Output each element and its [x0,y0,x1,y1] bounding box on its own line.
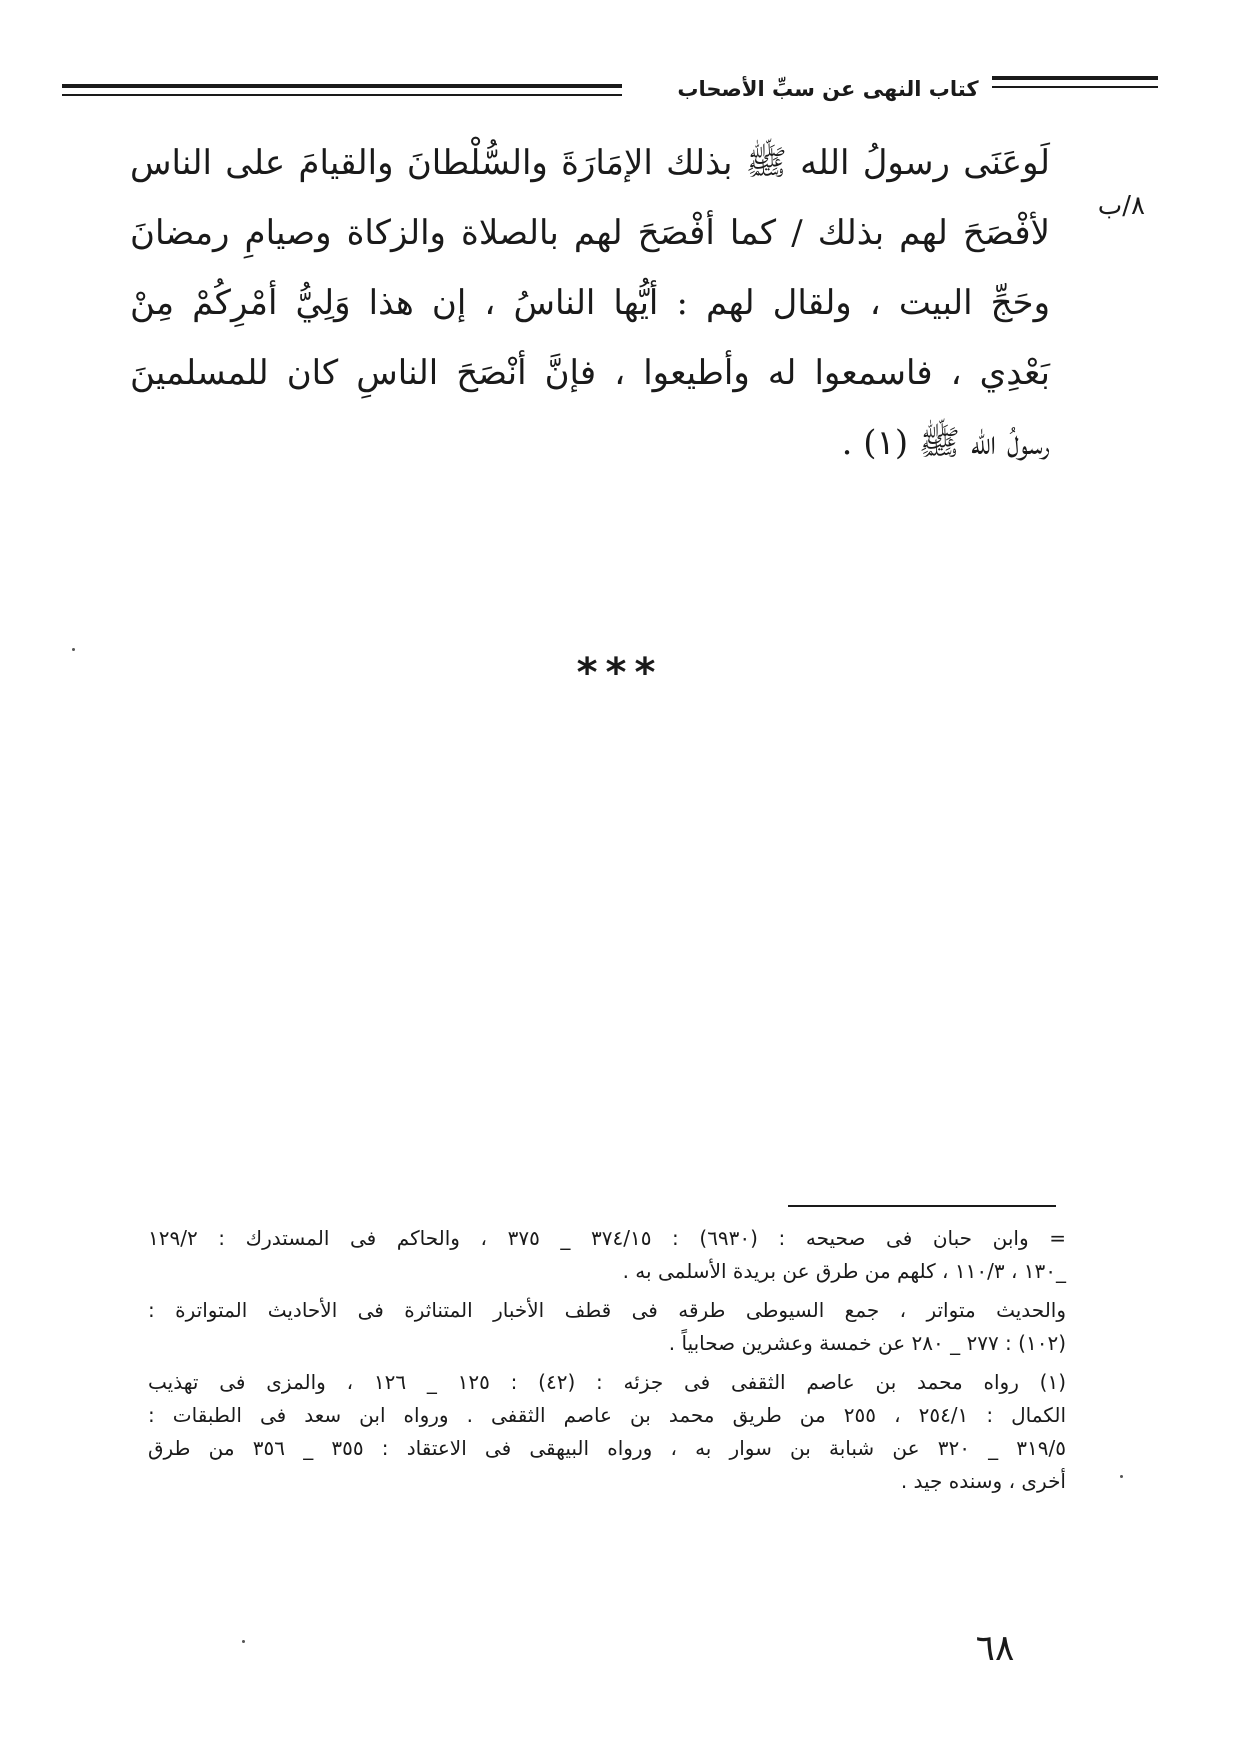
footnote-line: أخرى ، وسنده جيد . [900,1469,1066,1493]
footnote-line: (١) رواه محمد بن عاصم الثقفى فى جزئه : (٤٢) : ١٢٥ _ ١٢٦ ، والمزى فى تهذيب [148,1370,1066,1394]
main-text-line: وحَجِّ البيت ، ولقال لهم : أيُّها الناسُ ، إن هذا وَلِيُّ أمْرِكُمْ مِنْ [130,283,1050,323]
footnote-line: = وابن حبان فى صحيحه : (٦٩٣٠) : ٣٧٤/١٥ _ ٣٧٥ ، والحاكم فى المستدرك : ١٢٩/٢ [148,1226,1066,1250]
scan-speck [1120,1475,1123,1478]
main-text-line: بَعْدِي ، فاسمعوا له وأطيعوا ، فإنَّ أنْصَحَ الناسِ كان للمسلمينَ [130,353,1050,393]
scan-speck [242,1640,245,1643]
footnote-line: الكمال : ٢٥٤/١ ، ٢٥٥ من طريق محمد بن عاصم الثقفى . ورواه ابن سعد فى الطبقات : [148,1403,1067,1427]
main-text [130,128,1050,478]
running-header-title: كتاب النهى عن سبِّ الأصحاب [677,77,979,101]
footnote-line: _١٣٠ ، ١١٠/٣ ، كلهم من طرق عن بريدة الأسلمى به . [622,1259,1066,1283]
header-rule-right-top [992,76,1158,80]
header-rule-right-bottom [992,86,1158,88]
page-number: ٦٨ [975,1628,1015,1669]
manuscript-folio-note: ٨/ب [1097,191,1145,221]
section-separator: *** [576,650,664,696]
footnote-line: (١٠٢) : ٢٧٧ _ ٢٨٠ عن خمسة وعشرين صحابياً . [668,1331,1066,1355]
main-text-line: لأفْصَحَ لهم بذلك / كما أفْصَحَ لهم بالصلاة والزكاة وصيامِ رمضانَ [130,213,1050,253]
footnote-line: والحديث متواتر ، جمع السيوطى طرقه فى قطف الأخبار المتناثرة فى الأحاديث المتواترة : [148,1298,1066,1322]
footnote-line: ٣١٩/٥ _ ٣٢٠ عن شبابة بن سوار به ، ورواه البيهقى فى الاعتقاد : ٣٥٥ _ ٣٥٦ من طرق [148,1436,1067,1460]
scan-speck [72,648,75,651]
running-header [62,70,1158,114]
header-rule-left-bottom [62,94,622,96]
footnote-divider [788,1205,1056,1207]
main-text-line: رسولُ الله ﷺ (١) . [841,423,1050,463]
header-rule-left-top [62,84,622,88]
main-text-line: لَوعَنَى رسولُ الله ﷺ بذلك الإمَارَةَ والسُّلْطانَ والقيامَ على الناس [130,143,1050,183]
footnotes [148,1222,1066,1498]
